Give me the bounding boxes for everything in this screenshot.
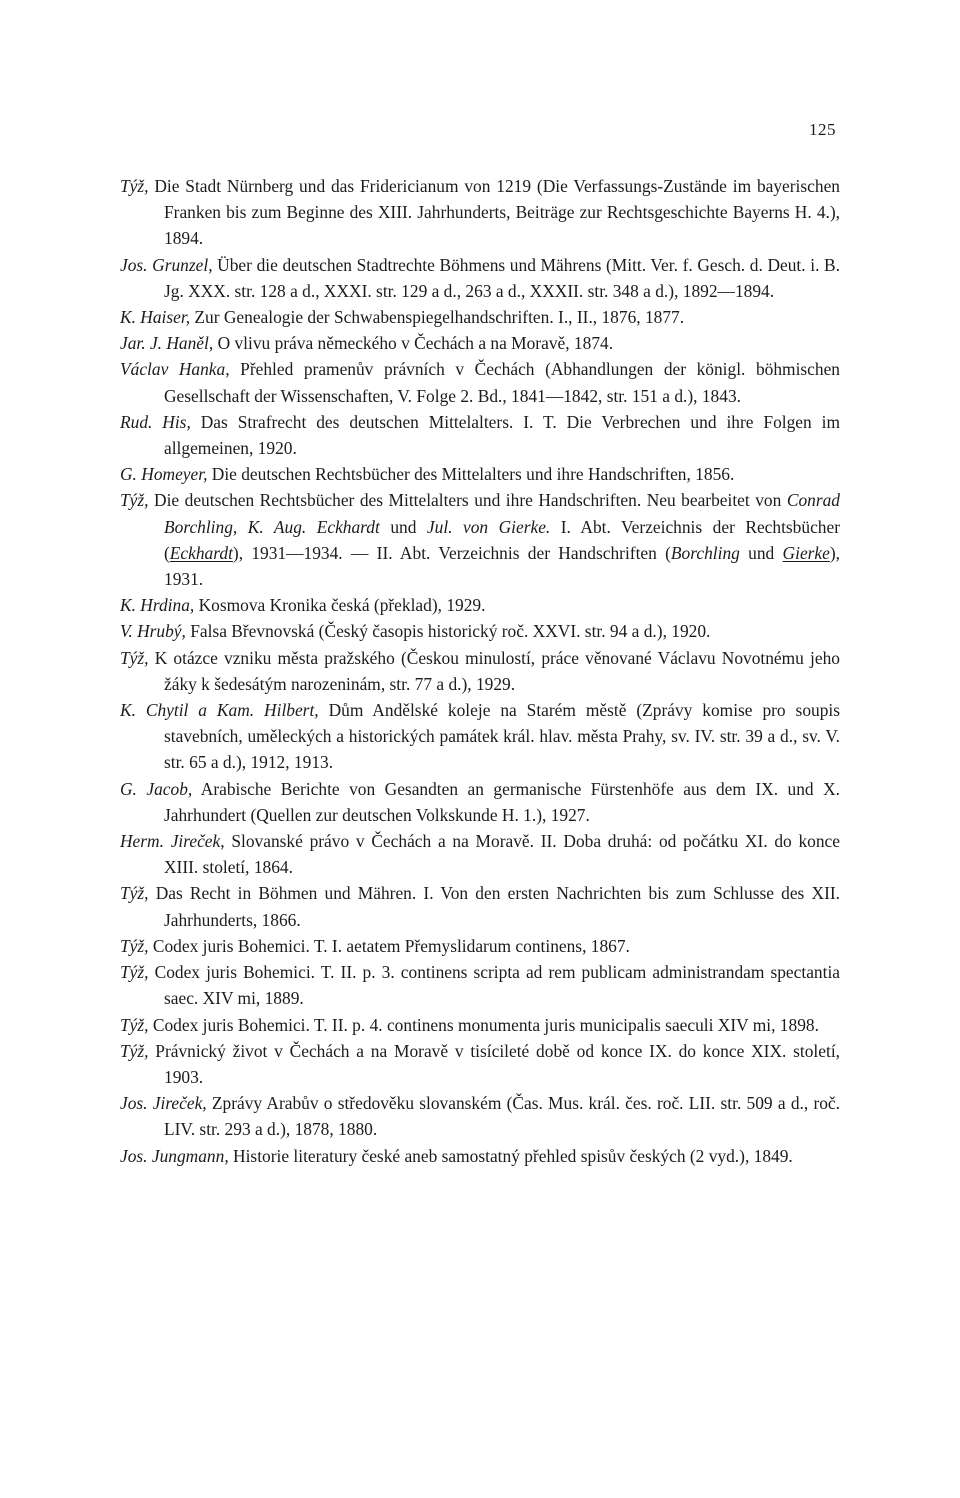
entry-text-segment: I. Abt. Verzeichnis der Rechtsbücher ( [164,516,840,563]
entry-text-segment: Die deutschen Rechtsbücher des Mittelalters und ihre Handschriften, 1856. [207,464,735,485]
entry-author: Týž, [120,962,149,983]
entry-text-segment: ), 1931—1934. — II. Abt. Verzeichnis der Handschriften ( [232,542,671,563]
entry-author: K. Chytil a Kam. Hilbert, [120,700,319,721]
bibliography-entry [120,933,840,959]
bibliography-entry [120,645,840,697]
entry-author: K. Haiser, [120,307,191,328]
entry-text-segment: Právnický život v Čechách a na Moravě v tisícileté době od konce IX. do konce XIX. století, 1903. [148,1040,840,1087]
entry-text-segment: Das Strafrecht des deutschen Mittelalters. I. T. Die Verbrechen und ihre Folgen im allgemeinen, 1920. [164,411,841,459]
entry-text-segment: Zur Genealogie der Schwabenspiegelhandschriften. I., II., 1876, 1877. [190,307,685,328]
bibliography-entry [120,330,840,356]
bibliography-entry [120,592,840,618]
bibliography-entry [120,697,840,776]
bibliography-entry [120,618,840,644]
entry-italic-segment: Conrad Borchling, K. Aug. Eckhardt [164,490,840,537]
entry-author: Týž, [120,883,149,904]
bibliography-entry [120,1090,840,1142]
bibliography-entry [120,252,840,304]
entry-text-segment: Zprávy Arabův o středověku slovanském (Čas. Mus. král. čes. roč. LII. str. 509 a d., roč. LIV. str. 293 a d.), 1878, 1880. [164,1093,840,1140]
entry-text-segment: Über die deutschen Stadtrechte Böhmens und Mährens (Mitt. Ver. f. Gesch. d. Deut. i. B. Jg. XXX. str. 128 a d., XXXI. str. 129 a d., 263 a d., XXXII. str. 348 a d.), 1892—1894. [164,254,840,301]
entry-author: Jos. Jireček, [120,1093,207,1114]
entry-author: Václav Hanka, [120,359,230,380]
entry-author: Týž, [120,1040,149,1061]
entry-author: K. Hrdina, [120,595,195,616]
bibliography-entry [120,959,840,1011]
entry-italic-segment: Jul. von Gierke. [426,516,551,537]
entry-author: Herm. Jireček, [120,831,225,852]
entry-author: Jar. J. Haněl, [120,333,214,354]
entry-text-segment: und [739,542,783,563]
bibliography-entry [120,409,840,461]
bibliography-entry [120,461,840,487]
entry-author: Jos. Grunzel, [120,254,213,275]
entry-text-segment: Arabische Berichte von Gesandten an germanische Fürstenhöfe aus dem IX. und X. Jahrhundert (Quellen zur deutschen Volkskunde H. 1.), 1927. [164,778,840,825]
entry-text-segment: Codex juris Bohemici. T. I. aetatem Přemyslidarum continens, 1867. [148,935,630,956]
entry-text-segment: Die deutschen Rechtsbücher des Mittelalters und ihre Handschriften. Neu bearbeitet von [148,490,787,511]
entry-text-segment: Die Stadt Nürnberg und das Fridericianum von 1219 (Die Verfassungs-Zustände im bayerischen Franken bis zum Beginne des XIII. Jahrhunderts, Beiträge zur Rechtsgeschichte Bayerns H. 4.), 1894. [148,176,840,249]
entry-text-segment: Historie literatury české aneb samostatný přehled spisův českých (2 vyd.), 1849. [228,1145,793,1166]
entry-text-segment: und [379,516,427,537]
bibliography-entry [120,304,840,330]
entry-text-segment: Slovanské právo v Čechách a na Moravě. II. Doba druhá: od počátku XI. do konce XIII. století, 1864. [164,831,840,878]
entry-text-segment: Codex juris Bohemici. T. II. p. 3. continens scripta ad rem publicam administrandam spectantia saec. XIV mi, 1889. [148,962,840,1009]
bibliography-entry [120,828,840,880]
bibliography-entry [120,776,840,828]
page-number: 125 [809,120,836,139]
entry-author: G. Homeyer, [120,464,208,485]
entry-author: G. Jacob, [120,778,193,799]
bibliography-entry [120,1038,840,1090]
entry-author: V. Hrubý, [120,621,186,642]
entry-author: Jos. Jungmann, [120,1145,229,1166]
entry-text-segment: Přehled pramenův právních v Čechách (Abhandlungen der königl. böhmischen Gesellschaft der Wissenschaften, V. Folge 2. Bd., 1841—1842, str. 151 a d.), 1843. [164,359,841,406]
entry-text-segment: ), 1931. [164,542,841,590]
bibliography-entry [120,356,840,408]
entry-italic-segment: Borchling [670,542,740,563]
entry-italic-segment: Eckhardt [169,542,233,563]
entry-text-segment: K otázce vzniku města pražského (Českou minulostí, práce věnované Václavu Novotnému jeho žáky k šedesátým narozeninám, str. 77 a d.), 1929. [148,647,840,694]
bibliography-list [120,173,840,1169]
entry-author: Týž, [120,490,149,511]
entry-text-segment: Dům Andělské koleje na Starém městě (Zprávy komise pro soupis stavebních, uměleckých a historických památek král. hlav. města Prahy, sv. IV. str. 39 a d., sv. V. str. 65 a d.), 1912, 1913. [164,700,841,773]
bibliography-entry [120,1143,840,1169]
entry-text-segment: O vlivu práva německého v Čechách a na Moravě, 1874. [213,333,614,354]
bibliography-entry [120,173,840,252]
entry-author: Týž, [120,647,149,668]
bibliography-entry [120,1012,840,1038]
bibliography-entry [120,880,840,932]
entry-author: Rud. His, [120,411,191,432]
entry-text-segment: Kosmova Kronika česká (překlad), 1929. [194,595,486,616]
entry-text-segment: Das Recht in Böhmen und Mähren. I. Von den ersten Nachrichten bis zum Schlusse des XII. Jahrhunderts, 1866. [148,883,840,930]
entry-text-segment: Falsa Břevnovská (Český časopis historický roč. XXVI. str. 94 a d.), 1920. [185,621,711,642]
entry-author: Týž, [120,176,149,196]
entry-author: Týž, [120,1014,149,1035]
bibliography-entry [120,487,840,592]
entry-text-segment: Codex juris Bohemici. T. II. p. 4. continens monumenta juris municipalis saeculi XIV mi, 1898. [148,1014,819,1035]
entry-author: Týž, [120,935,149,956]
entry-italic-segment: Gierke [782,542,830,563]
